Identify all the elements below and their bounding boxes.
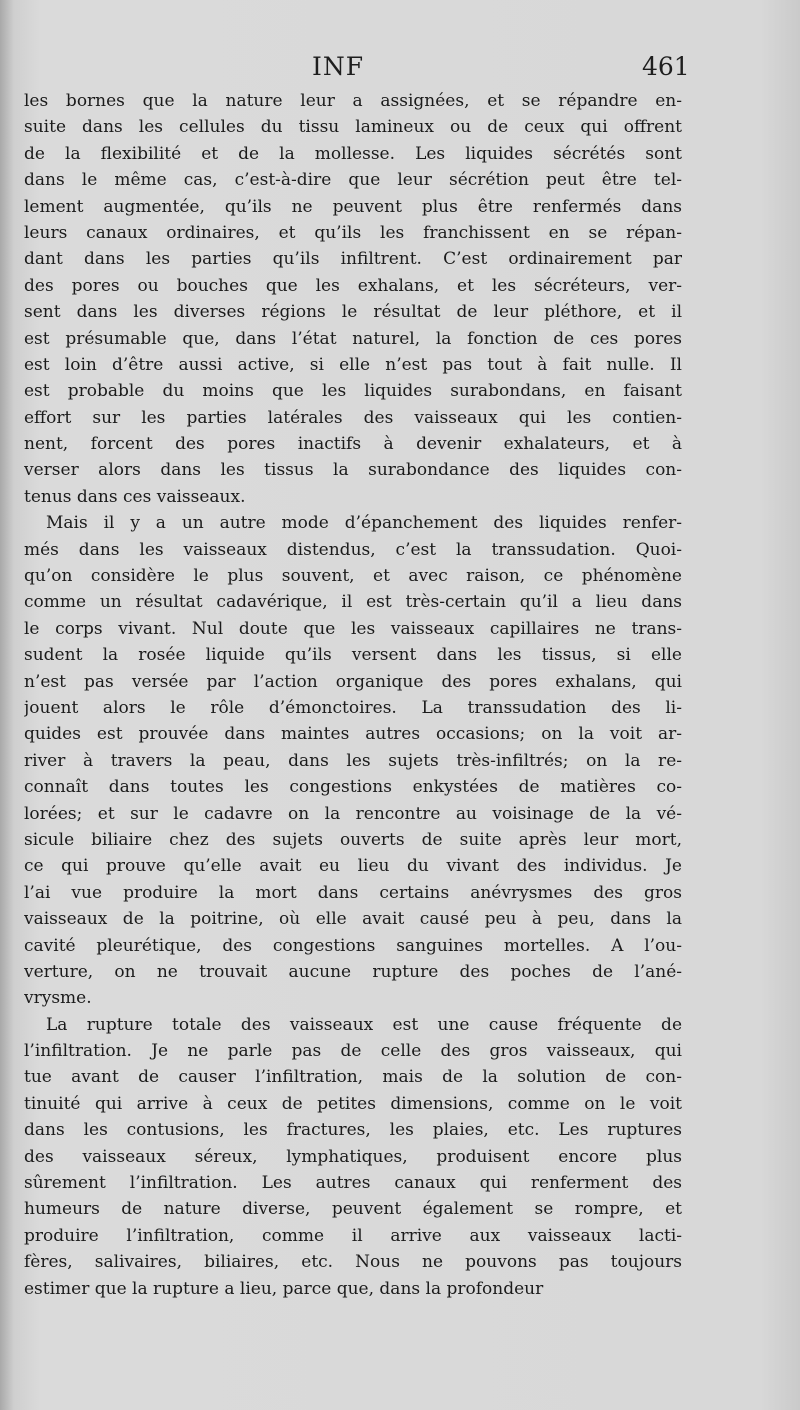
paragraph <box>24 1012 682 1302</box>
running-head: INF <box>312 52 365 81</box>
text-line: tinuité qui arrive à ceux de petites dimensions, comme on le voit <box>24 1093 682 1114</box>
text-line: nent, forcent des pores inactifs à devenir exhalateurs, et à <box>24 434 682 455</box>
text-line: vrysme. <box>24 988 92 1009</box>
text-line: lorées; et sur le cadavre on la rencontre au voisinage de la vé- <box>24 803 682 824</box>
text-line: le corps vivant. Nul doute que les vaisseaux capillaires ne trans- <box>24 618 682 639</box>
text-line: est présumable que, dans l’état naturel, la fonction de ces pores <box>24 328 682 349</box>
text-line: ce qui prouve qu’elle avait eu lieu du vivant des individus. Je <box>24 856 682 877</box>
text-line: jouent alors le rôle d’émonctoires. La transsudation des li- <box>24 697 682 718</box>
paragraph <box>24 510 682 1011</box>
text-line: connaît dans toutes les congestions enkystées de matières co- <box>24 777 682 798</box>
text-line: produire l’infiltration, comme il arrive aux vaisseaux lacti- <box>24 1225 682 1246</box>
text-line: quides est prouvée dans maintes autres occasions; on la voit ar- <box>24 724 682 745</box>
text-line: les bornes que la nature leur a assignées, et se répandre en- <box>24 91 682 111</box>
text-line: l’ai vue produire la mort dans certains anévrysmes des gros <box>24 882 682 903</box>
text-line: dans le même cas, c’est-à-dire que leur sécrétion peut être tel- <box>24 170 682 191</box>
text-line: suite dans les cellules du tissu lamineux ou de ceux qui offrent <box>24 117 682 138</box>
page-header <box>0 52 800 88</box>
body-text <box>24 88 682 1302</box>
text-line: vaisseaux de la poitrine, où elle avait causé peu à peu, dans la <box>24 909 682 930</box>
text-line: lement augmentée, qu’ils ne peuvent plus être renfermés dans <box>24 196 682 217</box>
text-line: estimer que la rupture a lieu, parce que, dans la profondeur <box>24 1278 544 1299</box>
text-line: sudent la rosée liquide qu’ils versent dans les tissus, si elle <box>24 645 682 666</box>
text-line: Mais il y a un autre mode d’épanchement des liquides renfer- <box>46 513 682 534</box>
text-line: sent dans les diverses régions le résultat de leur pléthore, et il <box>24 302 682 323</box>
text-line: leurs canaux ordinaires, et qu’ils les franchissent en se répan- <box>24 222 682 243</box>
text-line: dans les contusions, les fractures, les plaies, etc. Les ruptures <box>24 1120 682 1141</box>
text-line: de la flexibilité et de la mollesse. Les liquides sécrétés sont <box>24 143 682 164</box>
text-line: qu’on considère le plus souvent, et avec raison, ce phénomène <box>24 566 682 587</box>
text-line: verser alors dans les tissus la surabondance des liquides con- <box>24 460 682 481</box>
text-line: des pores ou bouches que les exhalans, et les sécréteurs, ver- <box>24 275 682 296</box>
text-line: sicule biliaire chez des sujets ouverts de suite après leur mort, <box>24 829 682 850</box>
text-line: verture, on ne trouvait aucune rupture des poches de l’ané- <box>24 961 682 982</box>
text-line: est loin d’être aussi active, si elle n’est pas tout à fait nulle. Il <box>24 354 682 375</box>
text-line: river à travers la peau, dans les sujets très-infiltrés; on la re- <box>24 750 682 771</box>
text-line: fères, salivaires, biliaires, etc. Nous ne pouvons pas toujours <box>24 1252 682 1273</box>
text-line: més dans les vaisseaux distendus, c’est la transsudation. Quoi- <box>24 539 682 560</box>
text-line: tenus dans ces vaisseaux. <box>24 486 246 507</box>
text-line: des vaisseaux séreux, lymphatiques, produisent encore plus <box>24 1146 682 1167</box>
text-line: sûrement l’infiltration. Les autres canaux qui renferment des <box>24 1173 682 1194</box>
text-line: effort sur les parties latérales des vaisseaux qui les contien- <box>24 407 682 428</box>
text-line: La rupture totale des vaisseaux est une cause fréquente de <box>46 1014 682 1035</box>
text-line: tue avant de causer l’infiltration, mais de la solution de con- <box>24 1067 682 1088</box>
text-line: est probable du moins que les liquides surabondans, en faisant <box>24 381 682 402</box>
text-line: l’infiltration. Je ne parle pas de celle des gros vaisseaux, qui <box>24 1041 682 1062</box>
page-number: 461 <box>642 52 690 81</box>
text-line: n’est pas versée par l’action organique des pores exhalans, qui <box>24 671 682 692</box>
text-line: cavité pleurétique, des congestions sanguines mortelles. A l’ou- <box>24 935 682 956</box>
text-line: comme un résultat cadavérique, il est très-certain qu’il a lieu dans <box>24 592 682 613</box>
text-line: humeurs de nature diverse, peuvent également se rompre, et <box>24 1199 682 1220</box>
paragraph <box>24 88 682 510</box>
text-line: dant dans les parties qu’ils infiltrent. C’est ordinairement par <box>24 249 682 270</box>
